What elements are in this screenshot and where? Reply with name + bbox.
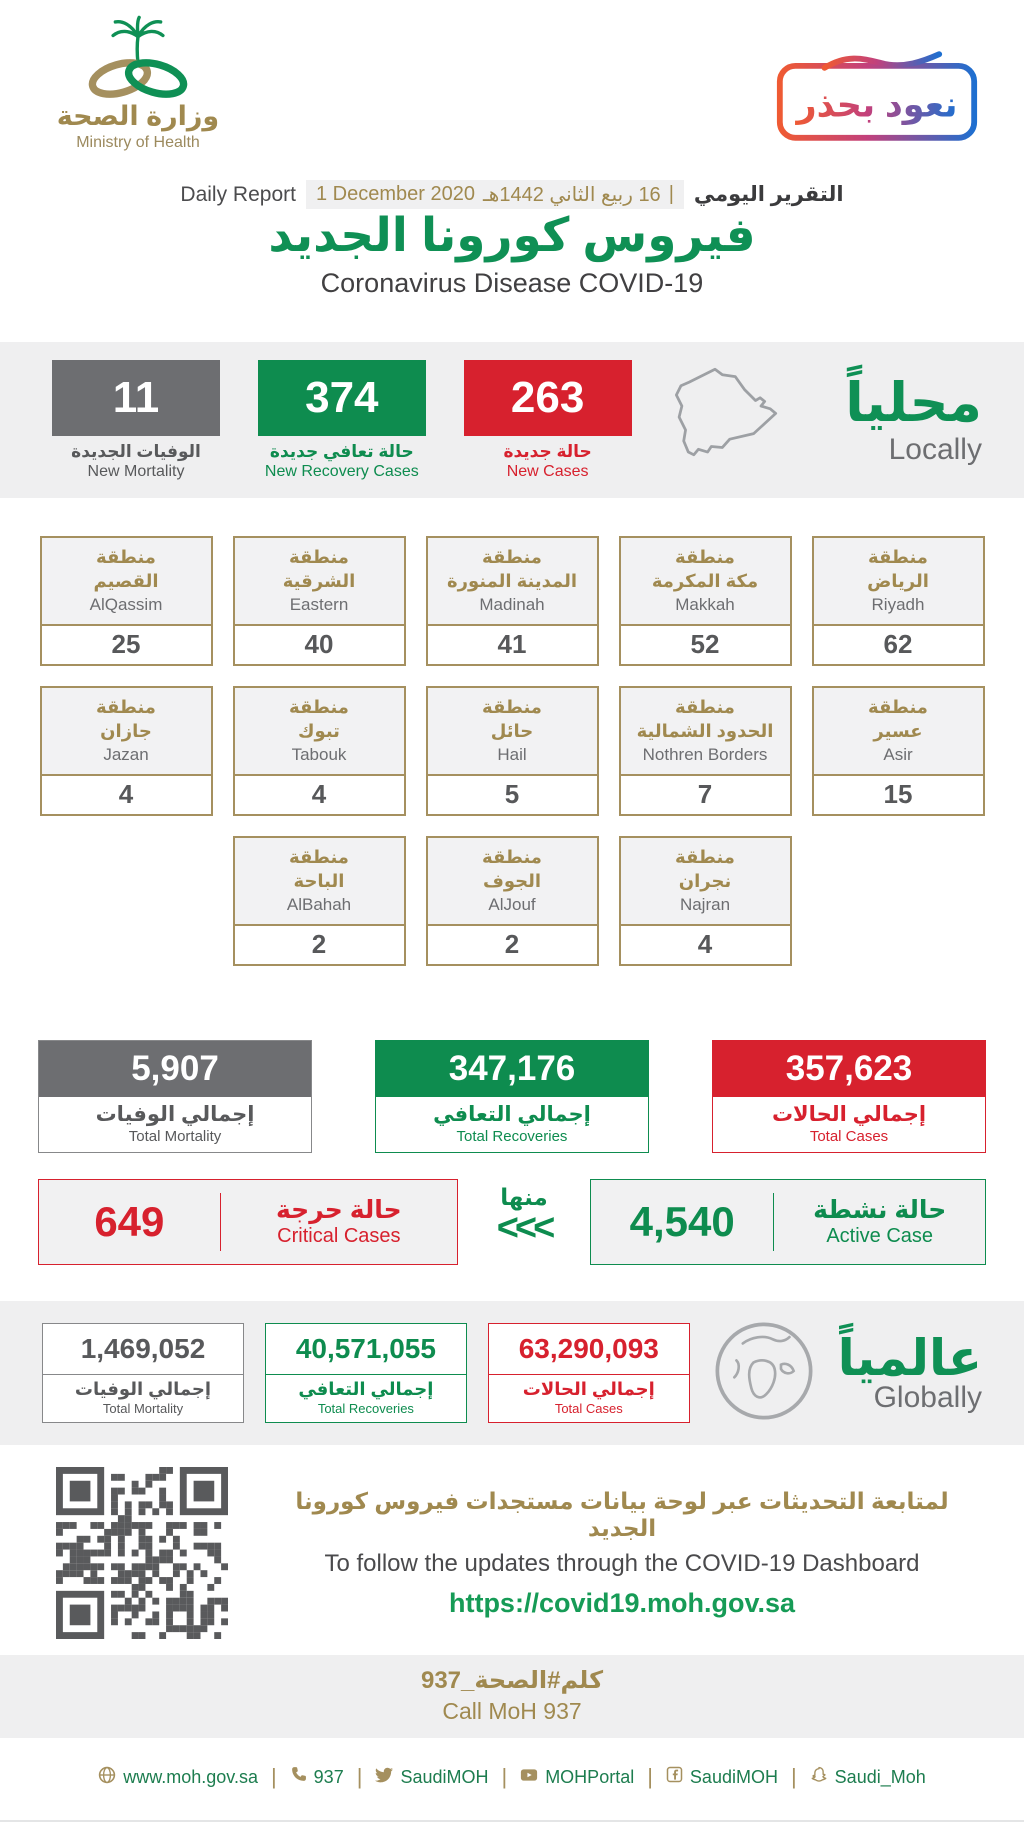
global-recoveries-box — [265, 1323, 467, 1423]
region-name-en: AlQassim — [89, 594, 163, 614]
twitter-link[interactable] — [375, 1766, 488, 1789]
region-row-3 — [34, 836, 990, 966]
total-mortality-label-ar: إجمالي الوفيات — [95, 1103, 255, 1126]
new-cases-label-en: New Cases — [506, 462, 589, 480]
region-name-ar: الرياض — [867, 571, 929, 592]
region-prefix: منطقة — [482, 547, 542, 567]
region-card-eastern — [233, 536, 406, 666]
global-cases-label-ar: إجمالي الحالات — [522, 1379, 655, 1399]
region-name-ar: المدينة المنورة — [446, 571, 578, 592]
new-mortality-label-ar: الوفيات الجديدة — [71, 441, 201, 461]
globally-heading — [837, 1330, 982, 1414]
region-value: 40 — [235, 624, 404, 664]
region-name-ar: عسير — [873, 721, 923, 742]
region-value: 4 — [621, 924, 790, 964]
global-cases-box — [488, 1323, 690, 1423]
region-card-jazan — [40, 686, 213, 816]
global-mortality-label-ar: إجمالي الوفيات — [74, 1379, 212, 1399]
global-recoveries-value: 40,571,055 — [266, 1324, 466, 1375]
total-recoveries-value: 347,176 — [376, 1041, 648, 1097]
active-cases-value: 4,540 — [629, 1198, 735, 1245]
locally-heading — [845, 372, 982, 466]
youtube-icon — [520, 1766, 538, 1789]
moh-logo — [48, 14, 228, 152]
region-name-ar: مكة المكرمة — [651, 571, 759, 592]
critical-cases-value: 649 — [94, 1198, 165, 1245]
call-center-band — [0, 1655, 1024, 1738]
region-card-makkah — [619, 536, 792, 666]
phone-link-label: 937 — [313, 1766, 344, 1787]
total-recoveries-label-en: Total Recoveries — [456, 1128, 568, 1145]
call-center-line-en: Call MoH 937 — [442, 1698, 582, 1724]
new-cases-stat — [464, 360, 632, 481]
globe-icon — [711, 1318, 817, 1429]
separator: | — [356, 1764, 363, 1789]
global-cases-value: 63,290,093 — [489, 1324, 689, 1375]
region-card-aljouf — [426, 836, 599, 966]
page-title-english: Coronavirus Disease COVID-19 — [320, 268, 704, 298]
region-card-riyadh — [812, 536, 985, 666]
global-mortality-value: 1,469,052 — [43, 1324, 243, 1375]
total-mortality-box — [38, 1040, 312, 1153]
new-mortality-value: 11 — [52, 360, 220, 436]
globe-icon — [98, 1766, 116, 1789]
daily-report-label-en: Daily Report — [180, 182, 296, 206]
region-card-najran — [619, 836, 792, 966]
region-name-ar: تبوك — [298, 721, 340, 742]
region-prefix: منطقة — [289, 697, 349, 717]
region-row-1 — [34, 536, 990, 666]
region-card-tabouk — [233, 686, 406, 816]
region-row-2 — [34, 686, 990, 816]
region-name-en: AlJouf — [488, 894, 536, 914]
region-prefix: منطقة — [96, 547, 156, 567]
region-value: 41 — [428, 624, 597, 664]
daily-report-row — [0, 180, 1024, 209]
globally-heading-ar: عالمياً — [837, 1330, 982, 1386]
footer-links — [0, 1738, 1024, 1790]
region-value: 62 — [814, 624, 983, 664]
region-name-en: Jazan — [103, 744, 149, 764]
total-recoveries-box — [375, 1040, 649, 1153]
critical-active-row — [0, 1179, 1024, 1265]
region-name-en: Hail — [497, 744, 527, 764]
region-value: 4 — [42, 774, 211, 814]
separator: | — [270, 1764, 277, 1789]
phone-icon — [290, 1766, 307, 1788]
critical-cases-box — [38, 1179, 458, 1265]
snapchat-link[interactable] — [810, 1766, 926, 1789]
total-mortality-value: 5,907 — [39, 1041, 311, 1097]
region-value: 15 — [814, 774, 983, 814]
total-cases-box — [712, 1040, 986, 1153]
ministry-name-english: Ministry of Health — [76, 134, 200, 151]
critical-cases-label-en: Critical Cases — [277, 1224, 401, 1247]
call-center-line-ar: كلم#الصحة_937 — [420, 1667, 604, 1694]
region-name-en: Asir — [883, 744, 913, 764]
region-value: 7 — [621, 774, 790, 814]
website-link[interactable] — [98, 1766, 258, 1789]
locally-heading-en: Locally — [888, 432, 982, 466]
region-prefix: منطقة — [482, 847, 542, 867]
active-cases-label-ar: حالة نشطة — [813, 1196, 947, 1225]
region-name-en: Najran — [679, 894, 731, 914]
region-card-madinah — [426, 536, 599, 666]
region-card-albahah — [233, 836, 406, 966]
region-name-en: Eastern — [289, 594, 349, 614]
region-prefix: منطقة — [675, 697, 735, 717]
region-name-en: AlBahah — [286, 894, 352, 914]
youtube-link-label: MOHPortal — [545, 1766, 635, 1787]
region-card-hail — [426, 686, 599, 816]
local-totals-row — [0, 1040, 1024, 1153]
dashboard-url-link[interactable]: https://covid19.moh.gov.sa — [448, 1587, 796, 1618]
date-separator: | — [668, 183, 674, 205]
active-cases-label-en: Active Case — [826, 1224, 934, 1247]
ministry-name-arabic: وزارة الصحة — [56, 101, 220, 131]
region-name-ar: القصيم — [93, 571, 159, 592]
region-name-ar: الباحة — [293, 871, 345, 892]
region-prefix: منطقة — [289, 547, 349, 567]
separator: | — [647, 1764, 653, 1789]
global-mortality-label-en: Total Mortality — [102, 1401, 184, 1416]
region-name-ar: نجران — [678, 871, 732, 892]
critical-cases-label-ar: حالة حرجة — [276, 1196, 402, 1225]
region-value: 4 — [235, 774, 404, 814]
region-prefix: منطقة — [868, 697, 928, 717]
global-mortality-box — [42, 1323, 244, 1423]
saudi-arabia-map-icon — [669, 358, 807, 483]
region-card-northern-borders — [619, 686, 792, 816]
new-cases-value: 263 — [464, 360, 632, 436]
globally-stats-band — [0, 1301, 1024, 1445]
region-prefix: منطقة — [482, 697, 542, 717]
regions-grid — [0, 498, 1024, 1026]
region-name-ar: الشرقية — [282, 571, 356, 592]
region-value: 25 — [42, 624, 211, 664]
region-prefix: منطقة — [675, 847, 735, 867]
youtube-link[interactable] — [520, 1766, 634, 1789]
dashboard-section — [0, 1445, 1024, 1655]
locally-stats-band — [0, 342, 1024, 498]
phone-link[interactable] — [290, 1766, 344, 1788]
report-date-box — [306, 180, 684, 209]
active-cases-box — [590, 1179, 986, 1265]
new-recoveries-stat — [258, 360, 426, 481]
of-which-indicator — [496, 1184, 552, 1250]
total-cases-label-ar: إجمالي الحالات — [771, 1103, 927, 1126]
region-name-en: Madinah — [479, 594, 545, 614]
region-name-ar: الجوف — [482, 871, 542, 892]
global-recoveries-label-ar: إجمالي التعافي — [298, 1379, 434, 1399]
globally-heading-en: Globally — [873, 1381, 982, 1414]
divider — [220, 1193, 221, 1251]
facebook-link[interactable] — [666, 1766, 778, 1788]
region-value: 2 — [428, 924, 597, 964]
facebook-link-label: SaudiMOH — [689, 1766, 778, 1787]
separator: | — [790, 1764, 797, 1789]
total-mortality-label-en: Total Mortality — [128, 1128, 222, 1145]
snapchat-link-label: Saudi_Moh — [834, 1766, 926, 1787]
report-date-hijri: 16 ربيع الثاني 1442هـ — [482, 184, 661, 206]
website-link-label: www.moh.gov.sa — [123, 1766, 258, 1787]
daily-report-label-ar: التقرير اليومي — [693, 183, 844, 206]
dashboard-line-en: To follow the updates through the COVID-19 Dashboard — [324, 1549, 920, 1577]
facebook-icon — [666, 1766, 683, 1788]
region-name-en: Riyadh — [871, 594, 925, 614]
twitter-icon — [375, 1766, 393, 1789]
region-card-asir — [812, 686, 985, 816]
dashboard-line-ar: لمتابعة التحديثات عبر لوحة بيانات مستجدات فيروس كورونا الجديد — [295, 1487, 949, 1541]
region-value: 2 — [235, 924, 404, 964]
total-recoveries-label-ar: إجمالي التعافي — [433, 1103, 591, 1126]
region-card-alqassim — [40, 536, 213, 666]
qr-code — [56, 1467, 228, 1639]
separator: | — [501, 1764, 508, 1789]
region-value: 5 — [428, 774, 597, 814]
new-mortality-stat — [52, 360, 220, 481]
snapchat-icon — [810, 1766, 828, 1789]
region-prefix: منطقة — [96, 697, 156, 717]
region-name-ar: جازان — [100, 721, 152, 742]
region-name-en: Makkah — [675, 594, 735, 614]
region-name-ar: حائل — [490, 721, 534, 742]
of-which-label: منها — [500, 1184, 548, 1211]
region-value: 52 — [621, 624, 790, 664]
report-date-gregorian: 1 December 2020 — [315, 183, 475, 205]
total-cases-label-en: Total Cases — [809, 1128, 889, 1145]
divider — [773, 1193, 774, 1251]
badge-text: نعود بحذر — [796, 85, 958, 125]
twitter-link-label: SaudiMOH — [400, 1766, 489, 1787]
region-prefix: منطقة — [289, 847, 349, 867]
global-recoveries-label-en: Total Recoveries — [317, 1401, 414, 1416]
region-prefix: منطقة — [868, 547, 928, 567]
return-with-caution-badge — [774, 48, 980, 149]
region-name-en: Tabouk — [291, 744, 347, 764]
region-name-en: Nothren Borders — [642, 744, 768, 764]
new-mortality-label-en: New Mortality — [87, 462, 185, 480]
header — [0, 0, 1024, 342]
locally-heading-ar: محلياً — [845, 372, 982, 433]
badge-gradient-frame-icon — [774, 48, 980, 144]
chevrons-left-icon: <<< — [496, 1207, 552, 1250]
region-prefix: منطقة — [675, 547, 735, 567]
new-recoveries-value: 374 — [258, 360, 426, 436]
dashboard-text — [262, 1488, 982, 1619]
region-name-ar: الحدود الشمالية — [636, 721, 774, 742]
total-cases-value: 357,623 — [713, 1041, 985, 1097]
new-cases-label-ar: حالة جديدة — [503, 441, 592, 461]
page-title-arabic: فيروس كورونا الجديد — [268, 208, 756, 261]
new-recoveries-label-en: New Recovery Cases — [264, 462, 419, 480]
new-recoveries-label-ar: حالة تعافي جديدة — [269, 441, 414, 461]
global-cases-label-en: Total Cases — [554, 1401, 623, 1416]
